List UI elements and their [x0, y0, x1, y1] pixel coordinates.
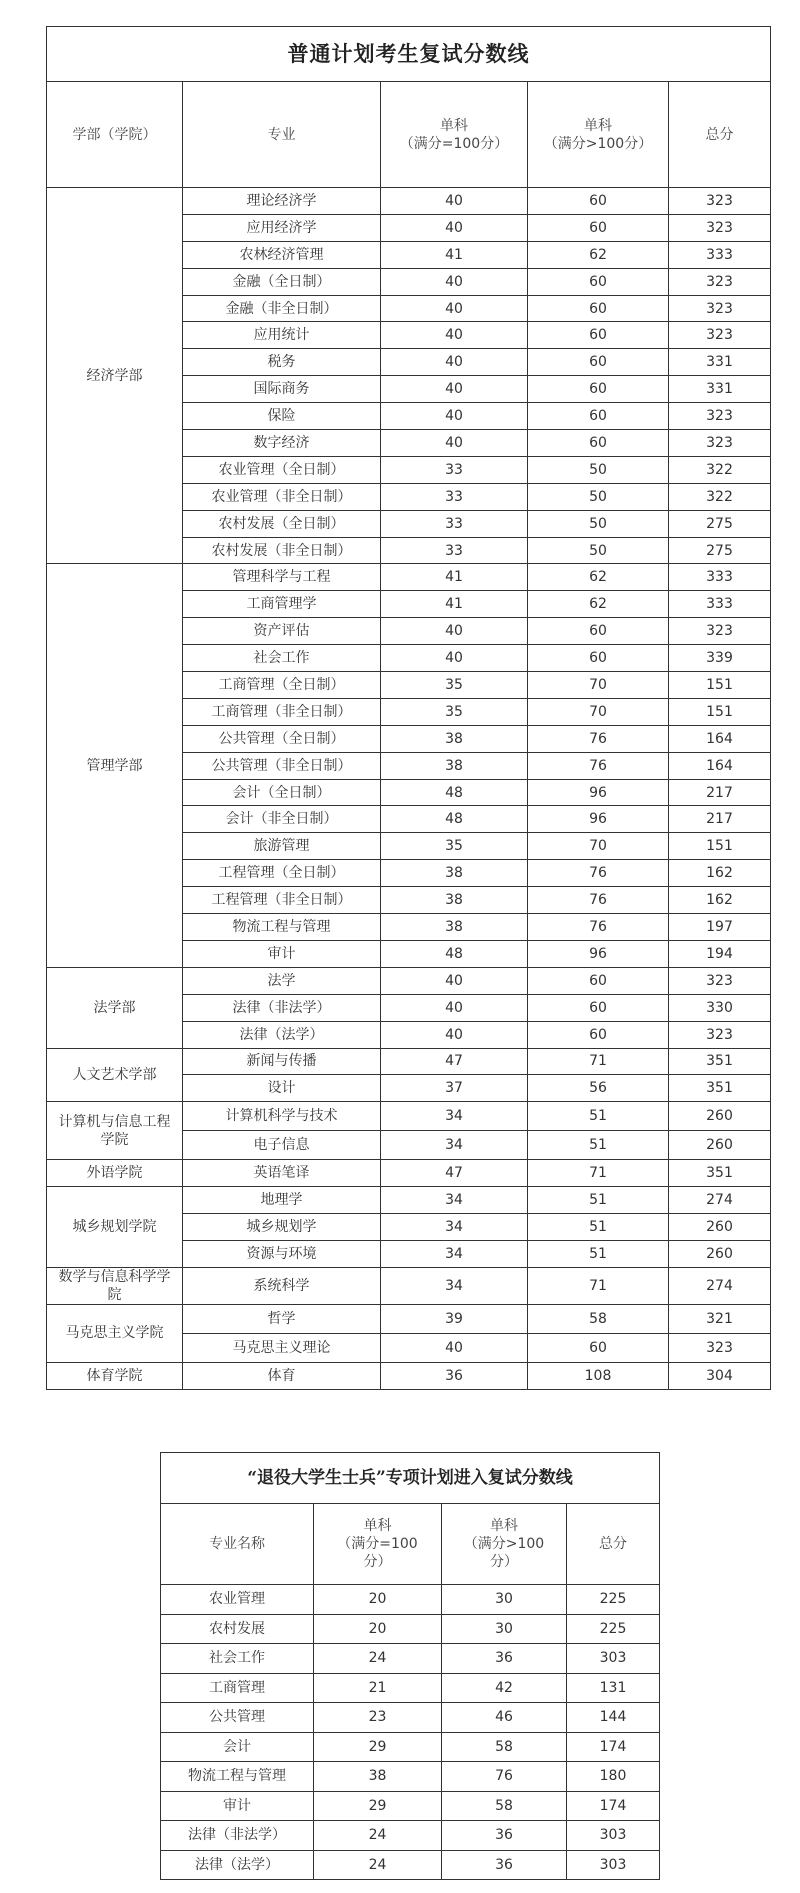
single-100-cell: 38 — [381, 860, 528, 887]
total-cell: 162 — [669, 887, 771, 914]
total-cell: 351 — [669, 1075, 771, 1102]
single-over-100-cell: 60 — [528, 618, 669, 645]
single-100-cell: 37 — [381, 1075, 528, 1102]
single-over-100-cell: 76 — [528, 860, 669, 887]
single-100-cell: 40 — [381, 214, 528, 241]
single-over-100-cell: 70 — [528, 672, 669, 699]
total-cell: 151 — [669, 833, 771, 860]
major-cell: 公共管理（全日制） — [183, 725, 381, 752]
table-row — [161, 1762, 660, 1792]
major-cell: 应用统计 — [183, 322, 381, 349]
major-name-cell: 会计 — [161, 1732, 314, 1762]
single-over-100-cell: 51 — [528, 1214, 669, 1241]
single-over-100-cell: 56 — [528, 1075, 669, 1102]
total-cell: 323 — [669, 188, 771, 215]
major-name-cell: 公共管理 — [161, 1703, 314, 1733]
single-over-100-cell: 30 — [442, 1614, 567, 1644]
single-100-cell: 35 — [381, 833, 528, 860]
major-cell: 税务 — [183, 349, 381, 376]
major-cell: 设计 — [183, 1075, 381, 1102]
header-single-over-100: 单科 （满分>100分） — [528, 82, 669, 188]
single-100-cell: 38 — [381, 914, 528, 941]
major-cell: 国际商务 — [183, 376, 381, 403]
table-row — [47, 564, 771, 591]
department-cell: 马克思主义学院 — [47, 1304, 183, 1362]
single-100-cell: 20 — [314, 1585, 442, 1615]
single-over-100-cell: 58 — [442, 1791, 567, 1821]
major-cell: 农业管理（非全日制） — [183, 483, 381, 510]
major-name-cell: 农业管理 — [161, 1585, 314, 1615]
total-cell: 131 — [567, 1673, 660, 1703]
total-cell: 330 — [669, 994, 771, 1021]
header-single-100: 单科 （满分=100分） — [381, 82, 528, 188]
total-cell: 174 — [567, 1791, 660, 1821]
single-over-100-cell: 71 — [528, 1160, 669, 1187]
major-cell: 物流工程与管理 — [183, 914, 381, 941]
single-100-cell: 38 — [381, 887, 528, 914]
total-cell: 151 — [669, 672, 771, 699]
table-row — [47, 1160, 771, 1187]
single-100-cell: 47 — [381, 1048, 528, 1075]
single-100-cell: 36 — [381, 1362, 528, 1389]
total-cell: 197 — [669, 914, 771, 941]
total-cell: 323 — [669, 1333, 771, 1362]
total-cell: 333 — [669, 241, 771, 268]
single-over-100-cell: 30 — [442, 1585, 567, 1615]
single-over-100-cell: 50 — [528, 483, 669, 510]
total-cell: 260 — [669, 1102, 771, 1131]
single-100-cell: 24 — [314, 1644, 442, 1674]
total-cell: 331 — [669, 349, 771, 376]
major-name-cell: 审计 — [161, 1791, 314, 1821]
header-major-name: 专业名称 — [161, 1504, 314, 1585]
department-cell: 数学与信息科学学院 — [47, 1267, 183, 1304]
major-cell: 资源与环境 — [183, 1240, 381, 1267]
major-cell: 工商管理学 — [183, 591, 381, 618]
single-100-cell: 38 — [381, 725, 528, 752]
single-100-cell: 20 — [314, 1614, 442, 1644]
major-cell: 城乡规划学 — [183, 1214, 381, 1241]
department-cell: 城乡规划学院 — [47, 1187, 183, 1268]
single-100-cell: 40 — [381, 188, 528, 215]
major-cell: 地理学 — [183, 1187, 381, 1214]
total-cell: 217 — [669, 806, 771, 833]
single-over-100-cell: 60 — [528, 214, 669, 241]
single-100-cell: 29 — [314, 1732, 442, 1762]
single-over-100-cell: 70 — [528, 698, 669, 725]
major-cell: 法学 — [183, 967, 381, 994]
total-cell: 323 — [669, 403, 771, 430]
table-title: “退役大学生士兵”专项计划进入复试分数线 — [161, 1453, 660, 1504]
major-cell: 审计 — [183, 940, 381, 967]
table-row — [47, 967, 771, 994]
table-row — [161, 1614, 660, 1644]
single-over-100-cell: 96 — [528, 940, 669, 967]
total-cell: 303 — [567, 1821, 660, 1851]
single-over-100-cell: 76 — [528, 914, 669, 941]
single-over-100-cell: 62 — [528, 564, 669, 591]
header-department: 学部（学院） — [47, 82, 183, 188]
major-cell: 工商管理（非全日制） — [183, 698, 381, 725]
table-row — [47, 1102, 771, 1131]
total-cell: 164 — [669, 725, 771, 752]
major-cell: 农村发展（非全日制） — [183, 537, 381, 564]
total-cell: 275 — [669, 537, 771, 564]
single-100-cell: 39 — [381, 1304, 528, 1333]
department-cell: 体育学院 — [47, 1362, 183, 1389]
department-cell: 经济学部 — [47, 188, 183, 564]
table-row — [161, 1821, 660, 1851]
single-100-cell: 24 — [314, 1821, 442, 1851]
total-cell: 351 — [669, 1048, 771, 1075]
single-over-100-cell: 76 — [442, 1762, 567, 1792]
single-over-100-cell: 62 — [528, 591, 669, 618]
department-cell: 计算机与信息工程学院 — [47, 1102, 183, 1160]
table-row — [47, 1187, 771, 1214]
single-over-100-cell: 76 — [528, 752, 669, 779]
single-over-100-cell: 60 — [528, 403, 669, 430]
table-title: 普通计划考生复试分数线 — [47, 27, 771, 82]
single-over-100-cell: 36 — [442, 1821, 567, 1851]
total-cell: 274 — [669, 1267, 771, 1304]
single-over-100-cell: 50 — [528, 510, 669, 537]
single-100-cell: 40 — [381, 322, 528, 349]
total-cell: 304 — [669, 1362, 771, 1389]
major-name-cell: 物流工程与管理 — [161, 1762, 314, 1792]
single-over-100-cell: 60 — [528, 1021, 669, 1048]
single-100-cell: 35 — [381, 698, 528, 725]
table-row — [47, 1048, 771, 1075]
single-100-cell: 33 — [381, 510, 528, 537]
single-100-cell: 41 — [381, 564, 528, 591]
department-cell: 外语学院 — [47, 1160, 183, 1187]
major-cell: 保险 — [183, 403, 381, 430]
table-row — [161, 1673, 660, 1703]
major-cell: 金融（全日制） — [183, 268, 381, 295]
single-100-cell: 48 — [381, 806, 528, 833]
single-over-100-cell: 50 — [528, 456, 669, 483]
table-row — [161, 1644, 660, 1674]
single-100-cell: 35 — [381, 672, 528, 699]
table-row — [161, 1850, 660, 1880]
single-100-cell: 34 — [381, 1214, 528, 1241]
single-100-cell: 41 — [381, 241, 528, 268]
department-cell: 法学部 — [47, 967, 183, 1048]
total-cell: 194 — [669, 940, 771, 967]
table-row — [161, 1732, 660, 1762]
major-cell: 哲学 — [183, 1304, 381, 1333]
total-cell: 260 — [669, 1131, 771, 1160]
single-100-cell: 34 — [381, 1187, 528, 1214]
major-cell: 资产评估 — [183, 618, 381, 645]
total-cell: 162 — [669, 860, 771, 887]
single-over-100-cell: 60 — [528, 967, 669, 994]
total-cell: 323 — [669, 268, 771, 295]
single-over-100-cell: 60 — [528, 994, 669, 1021]
veteran-plan-table — [160, 1452, 660, 1880]
single-100-cell: 40 — [381, 645, 528, 672]
major-cell: 农村发展（全日制） — [183, 510, 381, 537]
single-over-100-cell: 71 — [528, 1048, 669, 1075]
single-over-100-cell: 60 — [528, 349, 669, 376]
single-100-cell: 23 — [314, 1703, 442, 1733]
single-over-100-cell: 46 — [442, 1703, 567, 1733]
single-over-100-cell: 51 — [528, 1240, 669, 1267]
single-100-cell: 21 — [314, 1673, 442, 1703]
total-cell: 180 — [567, 1762, 660, 1792]
single-100-cell: 33 — [381, 456, 528, 483]
major-cell: 新闻与传播 — [183, 1048, 381, 1075]
major-cell: 会计（非全日制） — [183, 806, 381, 833]
single-over-100-cell: 60 — [528, 322, 669, 349]
single-over-100-cell: 51 — [528, 1131, 669, 1160]
total-cell: 331 — [669, 376, 771, 403]
single-100-cell: 38 — [381, 752, 528, 779]
total-cell: 144 — [567, 1703, 660, 1733]
single-100-cell: 29 — [314, 1791, 442, 1821]
table-row — [47, 188, 771, 215]
single-100-cell: 38 — [314, 1762, 442, 1792]
table-row — [161, 1585, 660, 1615]
major-cell: 工程管理（全日制） — [183, 860, 381, 887]
total-cell: 323 — [669, 618, 771, 645]
single-over-100-cell: 58 — [528, 1304, 669, 1333]
single-100-cell: 40 — [381, 618, 528, 645]
total-cell: 323 — [669, 430, 771, 457]
single-over-100-cell: 60 — [528, 268, 669, 295]
total-cell: 322 — [669, 483, 771, 510]
single-100-cell: 47 — [381, 1160, 528, 1187]
single-over-100-cell: 76 — [528, 725, 669, 752]
single-100-cell: 34 — [381, 1131, 528, 1160]
single-over-100-cell: 70 — [528, 833, 669, 860]
total-cell: 322 — [669, 456, 771, 483]
table-row — [161, 1791, 660, 1821]
single-over-100-cell: 36 — [442, 1644, 567, 1674]
single-over-100-cell: 60 — [528, 645, 669, 672]
single-100-cell: 40 — [381, 1333, 528, 1362]
single-over-100-cell: 60 — [528, 1333, 669, 1362]
major-name-cell: 农村发展 — [161, 1614, 314, 1644]
single-100-cell: 40 — [381, 430, 528, 457]
major-cell: 应用经济学 — [183, 214, 381, 241]
table-row — [161, 1703, 660, 1733]
total-cell: 217 — [669, 779, 771, 806]
header-single-over-100: 单科 （满分>100 分） — [442, 1504, 567, 1585]
single-100-cell: 34 — [381, 1267, 528, 1304]
total-cell: 333 — [669, 591, 771, 618]
major-cell: 管理科学与工程 — [183, 564, 381, 591]
single-100-cell: 33 — [381, 483, 528, 510]
total-cell: 339 — [669, 645, 771, 672]
total-cell: 260 — [669, 1240, 771, 1267]
major-cell: 工商管理（全日制） — [183, 672, 381, 699]
major-cell: 马克思主义理论 — [183, 1333, 381, 1362]
single-over-100-cell: 60 — [528, 188, 669, 215]
major-cell: 系统科学 — [183, 1267, 381, 1304]
total-cell: 323 — [669, 967, 771, 994]
total-cell: 174 — [567, 1732, 660, 1762]
major-cell: 农林经济管理 — [183, 241, 381, 268]
total-cell: 275 — [669, 510, 771, 537]
single-100-cell: 40 — [381, 1021, 528, 1048]
single-over-100-cell: 60 — [528, 376, 669, 403]
total-cell: 323 — [669, 295, 771, 322]
total-cell: 323 — [669, 214, 771, 241]
single-100-cell: 40 — [381, 268, 528, 295]
major-name-cell: 工商管理 — [161, 1673, 314, 1703]
major-cell: 会计（全日制） — [183, 779, 381, 806]
major-cell: 理论经济学 — [183, 188, 381, 215]
single-over-100-cell: 96 — [528, 806, 669, 833]
total-cell: 321 — [669, 1304, 771, 1333]
single-over-100-cell: 58 — [442, 1732, 567, 1762]
single-100-cell: 40 — [381, 349, 528, 376]
single-over-100-cell: 60 — [528, 430, 669, 457]
major-cell: 法律（非法学） — [183, 994, 381, 1021]
total-cell: 274 — [669, 1187, 771, 1214]
major-cell: 旅游管理 — [183, 833, 381, 860]
single-100-cell: 34 — [381, 1102, 528, 1131]
single-over-100-cell: 76 — [528, 887, 669, 914]
single-over-100-cell: 51 — [528, 1102, 669, 1131]
single-over-100-cell: 96 — [528, 779, 669, 806]
major-cell: 法律（法学） — [183, 1021, 381, 1048]
major-cell: 计算机科学与技术 — [183, 1102, 381, 1131]
header-total: 总分 — [669, 82, 771, 188]
total-cell: 164 — [669, 752, 771, 779]
table-row — [47, 1267, 771, 1304]
header-single-100: 单科 （满分=100 分） — [314, 1504, 442, 1585]
single-100-cell: 24 — [314, 1850, 442, 1880]
single-100-cell: 33 — [381, 537, 528, 564]
single-over-100-cell: 71 — [528, 1267, 669, 1304]
major-cell: 公共管理（非全日制） — [183, 752, 381, 779]
single-100-cell: 40 — [381, 295, 528, 322]
header-major: 专业 — [183, 82, 381, 188]
major-name-cell: 社会工作 — [161, 1644, 314, 1674]
total-cell: 225 — [567, 1614, 660, 1644]
single-over-100-cell: 51 — [528, 1187, 669, 1214]
single-100-cell: 48 — [381, 940, 528, 967]
total-cell: 303 — [567, 1644, 660, 1674]
total-cell: 225 — [567, 1585, 660, 1615]
single-100-cell: 40 — [381, 403, 528, 430]
major-cell: 数字经济 — [183, 430, 381, 457]
major-cell: 体育 — [183, 1362, 381, 1389]
major-name-cell: 法律（非法学） — [161, 1821, 314, 1851]
total-cell: 303 — [567, 1850, 660, 1880]
department-cell: 人文艺术学部 — [47, 1048, 183, 1102]
single-over-100-cell: 60 — [528, 295, 669, 322]
single-over-100-cell: 108 — [528, 1362, 669, 1389]
major-cell: 金融（非全日制） — [183, 295, 381, 322]
single-100-cell: 48 — [381, 779, 528, 806]
single-100-cell: 40 — [381, 967, 528, 994]
single-over-100-cell: 62 — [528, 241, 669, 268]
header-total: 总分 — [567, 1504, 660, 1585]
single-100-cell: 40 — [381, 994, 528, 1021]
major-cell: 电子信息 — [183, 1131, 381, 1160]
total-cell: 333 — [669, 564, 771, 591]
department-cell: 管理学部 — [47, 564, 183, 967]
total-cell: 151 — [669, 698, 771, 725]
major-cell: 工程管理（非全日制） — [183, 887, 381, 914]
single-over-100-cell: 36 — [442, 1850, 567, 1880]
single-over-100-cell: 50 — [528, 537, 669, 564]
total-cell: 351 — [669, 1160, 771, 1187]
total-cell: 260 — [669, 1214, 771, 1241]
table-row — [47, 1304, 771, 1333]
single-100-cell: 41 — [381, 591, 528, 618]
total-cell: 323 — [669, 1021, 771, 1048]
single-100-cell: 34 — [381, 1240, 528, 1267]
major-cell: 英语笔译 — [183, 1160, 381, 1187]
single-100-cell: 40 — [381, 376, 528, 403]
single-over-100-cell: 42 — [442, 1673, 567, 1703]
major-name-cell: 法律（法学） — [161, 1850, 314, 1880]
table-row — [47, 1362, 771, 1389]
major-cell: 社会工作 — [183, 645, 381, 672]
total-cell: 323 — [669, 322, 771, 349]
regular-plan-table — [46, 26, 771, 1390]
major-cell: 农业管理（全日制） — [183, 456, 381, 483]
